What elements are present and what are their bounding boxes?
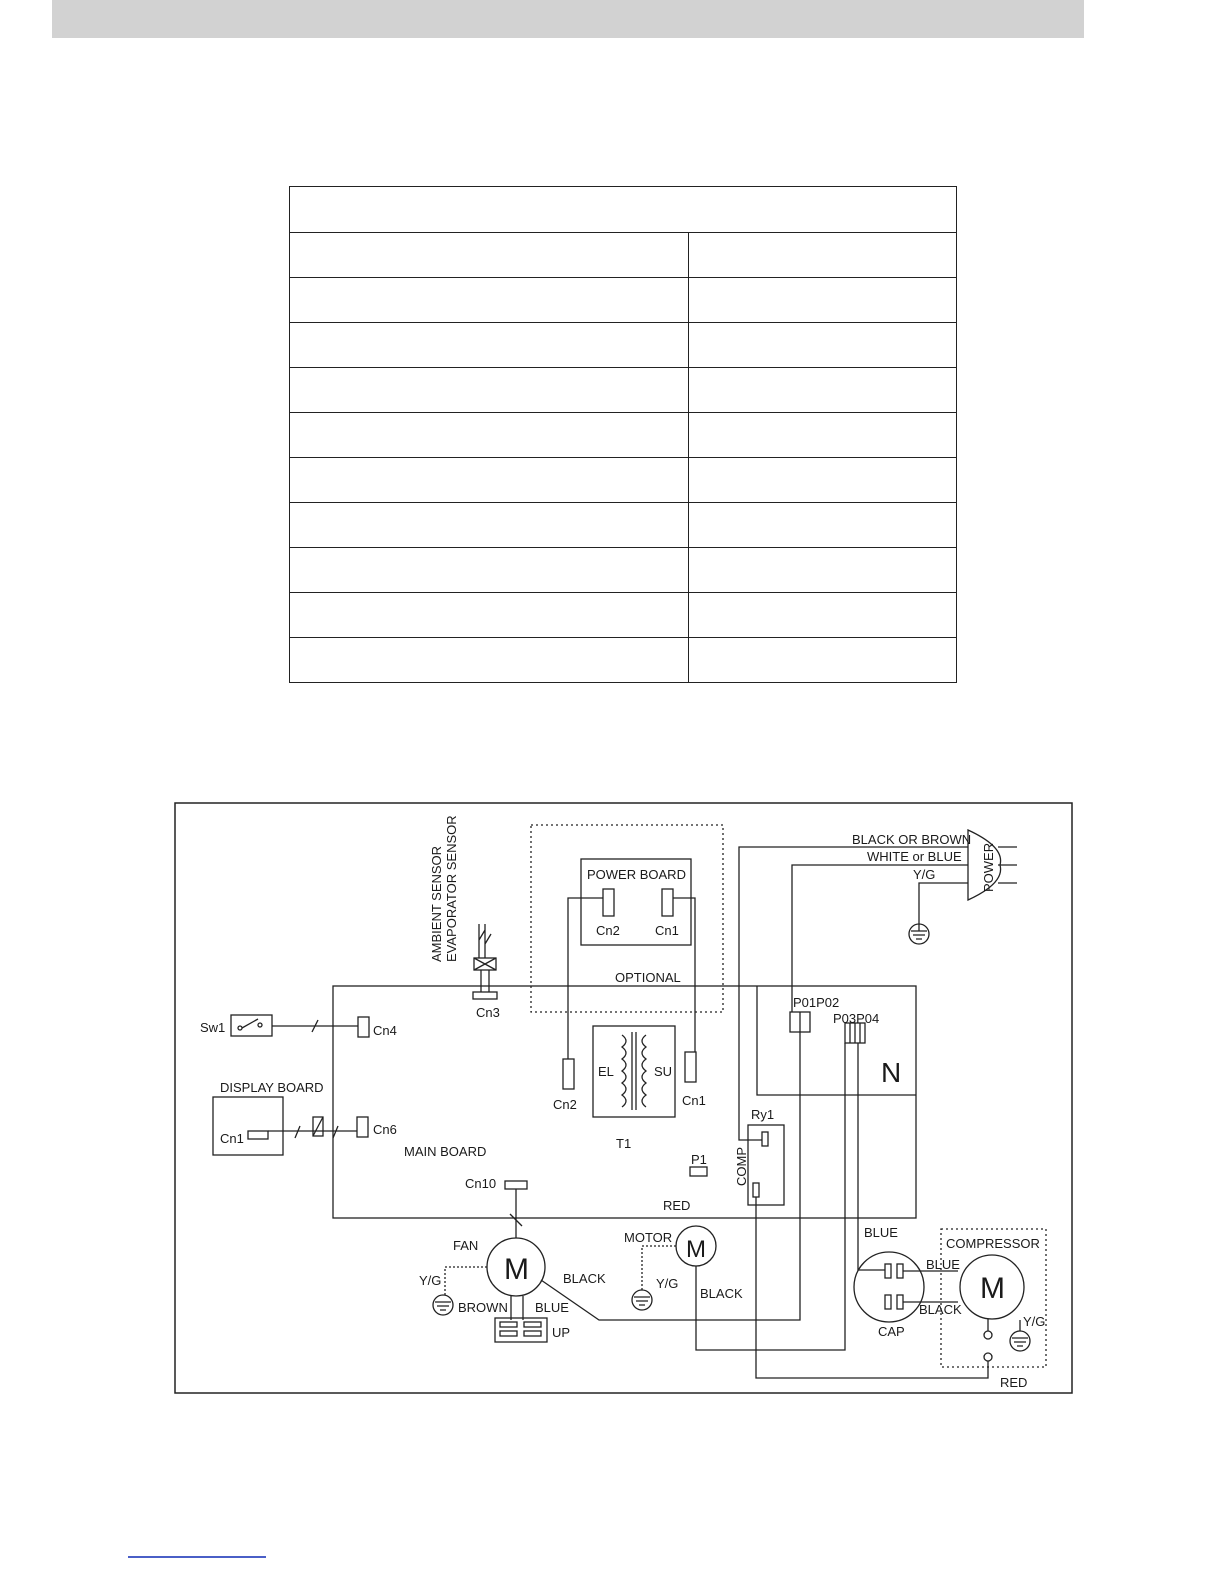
table-cell-left [290,458,689,503]
motor-black-wire [696,1043,845,1350]
cn2-mainboard-connector [563,1059,574,1089]
table-cell-right [688,233,956,278]
table-cell-right [688,638,956,683]
transformer-el-label: EL [598,1064,614,1079]
table-row [290,368,957,413]
cn6-label: Cn6 [373,1122,397,1137]
spec-table [289,186,957,683]
main-board-label: MAIN BOARD [404,1144,487,1159]
table-cell-right [688,278,956,323]
optional-label: OPTIONAL [615,970,681,985]
table-row [290,503,957,548]
cn2-mainboard-label: Cn2 [553,1097,577,1112]
table-cell-right [688,368,956,413]
display-board-box [213,1097,283,1155]
wire-white-or-blue [792,865,968,1012]
wire-yg-power [919,883,968,924]
table-cell-right [688,548,956,593]
cn10-label: Cn10 [465,1176,497,1191]
power-board-cn1-label: Cn1 [655,923,679,938]
table-cell-right [688,593,956,638]
table-cell-right [688,503,956,548]
black-or-brown-label: BLACK OR BROWN [852,832,972,847]
cn1-mainboard-connector [685,1052,696,1082]
fan-blue-label: BLUE [535,1300,569,1315]
display-board-label: DISPLAY BOARD [220,1080,324,1095]
cn4-label: Cn4 [373,1023,397,1038]
table-cell-left [290,413,689,458]
cn4-connector [358,1017,369,1037]
motor-black-label: BLACK [700,1286,743,1301]
table-cell-left [290,233,689,278]
header-bar [52,0,1084,38]
cn3-connector [473,992,497,999]
motor-label: MOTOR [624,1230,673,1245]
swing-motor-symbol: M [686,1236,706,1263]
comp-black-label: BLACK [919,1302,962,1317]
table-cell-left [290,503,689,548]
table-cell-left [290,278,689,323]
fan-motor-symbol: M [504,1253,529,1286]
table-row [290,278,957,323]
transformer-su-label: SU [654,1064,673,1079]
fan-label: FAN [453,1238,479,1253]
evaporator-sensor-label: EVAPORATOR SENSOR [444,815,459,962]
cap-label: CAP [878,1324,905,1339]
power-board-cn1-connector [662,889,673,916]
table-row [290,458,957,503]
table-row [290,638,957,683]
table-cell-left [290,368,689,413]
capacitor-circle [854,1252,924,1322]
transformer-t1-label: T1 [616,1136,632,1151]
table-row [290,413,957,458]
power-board-cn2-connector [603,889,614,916]
cap-blue-label: BLUE [864,1225,898,1240]
table-cell-right [688,413,956,458]
power-label: POWER [981,842,996,892]
table-title-cell [290,187,957,233]
table-cell-left [290,548,689,593]
sw1-label: Sw1 [200,1020,226,1035]
comp-label: COMP [734,1147,749,1186]
relay-ry1-label: Ry1 [751,1107,775,1122]
table-title-row [290,187,957,233]
display-cn1-connector [248,1131,268,1139]
table-row [290,323,957,368]
cn10-connector [505,1181,527,1189]
cn3-label: Cn3 [476,1005,500,1020]
compressor-label: COMPRESSOR [946,1236,1040,1251]
p01p02-label: P01P02 [793,995,840,1010]
table-body [290,233,957,683]
table-cell-left [290,323,689,368]
fan-black-label: BLACK [563,1271,606,1286]
table-cell-left [290,638,689,683]
neutral-label: N [881,1057,902,1088]
footer-link-underline [128,1556,266,1558]
white-or-blue-label: WHITE or BLUE [867,849,962,864]
main-board-box [333,986,916,1218]
power-board-cn2-label: Cn2 [596,923,620,938]
p1-label: P1 [691,1152,707,1167]
ambient-sensor-label: AMBIENT SENSOR [429,845,444,962]
power-board-label: POWER BOARD [587,867,686,882]
table-cell-right [688,458,956,503]
table-cell-right [688,323,956,368]
comp-blue-label: BLUE [926,1257,960,1272]
table-row [290,233,957,278]
fan-yg-wire [445,1267,487,1295]
cn6-connector [357,1117,368,1137]
wiring-diagram [174,802,1074,1395]
compressor-motor-symbol: M [980,1272,1005,1305]
fan-yg-label: Y/G [419,1273,442,1288]
motor-yg-label: Y/G [656,1276,679,1291]
compressor-yg-label: Y/G [1023,1314,1046,1329]
red-label-compressor: RED [1000,1375,1028,1390]
sw1-switch-box [231,1015,272,1036]
red-label-mainboard: RED [663,1198,691,1213]
power-yg-label: Y/G [913,867,936,882]
p03p04-label: P03P04 [833,1011,880,1026]
cn1-mainboard-label: Cn1 [682,1093,706,1108]
up-label: UP [552,1325,571,1340]
table-cell-left [290,593,689,638]
sensor-probe [479,924,491,958]
table-row [290,548,957,593]
table-row [290,593,957,638]
fan-brown-label: BROWN [458,1300,508,1315]
wire-black-or-brown [739,847,968,1140]
p1-connector [690,1167,707,1176]
display-cn1-label: Cn1 [220,1131,244,1146]
